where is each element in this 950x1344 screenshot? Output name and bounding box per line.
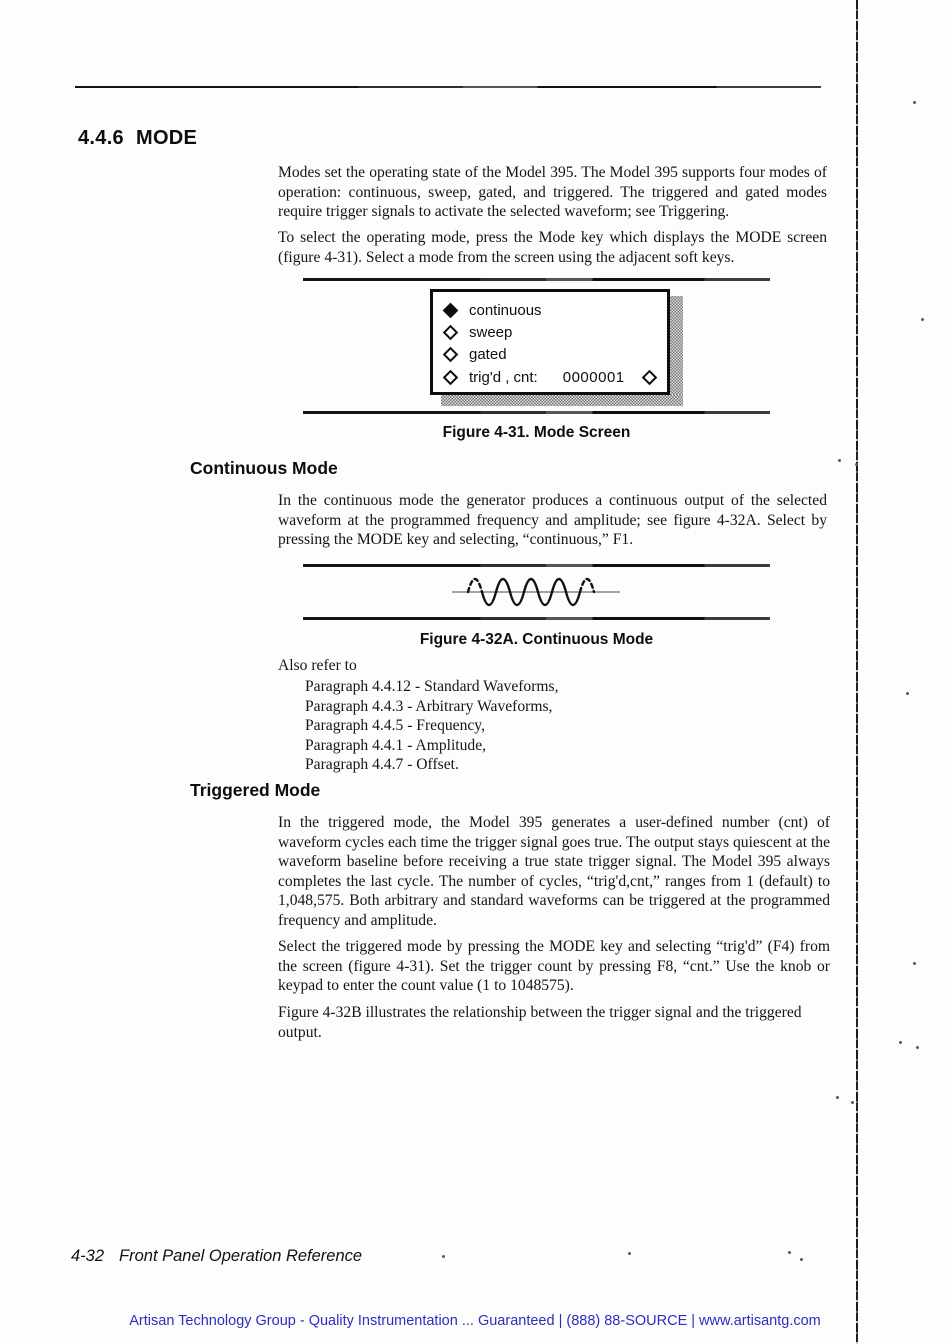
mode-option-sweep	[445, 321, 659, 343]
page-footer	[71, 1247, 362, 1266]
continuous-mode-heading: Continuous Mode	[190, 458, 338, 478]
scan-speck	[899, 1041, 902, 1044]
continuous-mode-paragraph: In the continuous mode the generator produces a continuous output of the selected waveform at the programmed frequency and amplitude; see figure 4-32A. Select by pressing the MODE key and selecting, “continuous,” F1.	[278, 492, 827, 549]
reference-item: Paragraph 4.4.7 - Offset.	[305, 756, 459, 774]
scan-speck	[906, 692, 909, 695]
mode-option-label: sweep	[469, 323, 513, 341]
mode-option-continuous	[445, 299, 659, 321]
mode-option-label: trig'd , cnt:	[469, 368, 538, 386]
triggered-mode-paragraph-2: Select the triggered mode by pressing the MODE key and selecting “trig'd” (F4) from the screen (figure 4-31). Set the trigger count by pressing F8, “cnt.” Use the knob or keypad to enter the count value (1 to 1048575).	[278, 938, 830, 995]
unselected-diamond-icon	[443, 325, 459, 341]
mode-option-trigd	[445, 366, 659, 388]
trigger-count-value: 0000001	[562, 368, 625, 386]
continuous-sine-waveform-graphic	[444, 572, 628, 612]
mode-screen-figure	[430, 289, 670, 395]
mode-screen-shadow-bottom	[441, 395, 683, 406]
reference-item: Paragraph 4.4.1 - Amplitude,	[305, 736, 487, 754]
section-heading	[78, 127, 197, 150]
section-title: MODE	[135, 127, 198, 149]
scan-speck	[913, 962, 916, 965]
scan-speck	[800, 1258, 803, 1261]
triggered-mode-heading: Triggered Mode	[190, 780, 321, 800]
mode-option-label: gated	[469, 346, 507, 364]
scan-speck	[855, 463, 858, 466]
scan-speck	[913, 101, 916, 104]
figure-4-31-caption: Figure 4-31. Mode Screen	[442, 424, 631, 441]
selected-diamond-icon	[443, 302, 459, 318]
figure-4-31-top-rule	[303, 278, 770, 281]
scan-speck	[916, 1046, 919, 1049]
footer-section-title: Front Panel Operation Reference	[119, 1247, 363, 1265]
unselected-diamond-icon	[443, 369, 459, 385]
scan-speck	[836, 1096, 839, 1099]
footer-page-number: 4-32	[71, 1247, 105, 1265]
header-rule	[75, 86, 821, 88]
unselected-diamond-icon	[443, 347, 459, 363]
reference-item: Paragraph 4.4.5 - Frequency,	[305, 717, 485, 735]
reference-item: Paragraph 4.4.3 - Arbitrary Waveforms,	[305, 697, 553, 715]
triggered-mode-paragraph-1: In the triggered mode, the Model 395 generates a user-defined number (cnt) of waveform cycles each time the trigger signal goes true. The output stays quiescent at the waveform baseline before receiving a true state trigger signal. The Model 395 always completes the last cycle. The number of cycles, “trig'd,cnt,” ranges from 1 (default) to 1,048,575. Both arbitrary and standard waveforms can be triggered at the programmed frequency and amplitude.	[278, 814, 830, 929]
scan-speck	[628, 1252, 631, 1255]
figure-4-32a-bottom-rule	[303, 617, 770, 620]
unselected-diamond-icon	[642, 369, 658, 385]
vendor-footer-line: Artisan Technology Group - Quality Instrumentation ... Guaranteed | (888) 88-SOURCE | www.artisantg.com	[129, 1313, 821, 1329]
scan-speck	[788, 1251, 791, 1254]
also-refer-intro: Also refer to	[278, 657, 357, 674]
also-refer-list	[305, 677, 559, 775]
triggered-mode-paragraph-3: Figure 4-32B illustrates the relationship between the trigger signal and the triggered output.	[278, 1004, 802, 1041]
mode-option-label: continuous	[469, 301, 542, 319]
figure-4-32a-caption: Figure 4-32A. Continuous Mode	[419, 631, 654, 648]
intro-paragraph-1: Modes set the operating state of the Model 395. The Model 395 supports four modes of operation: continuous, sweep, gated, and triggered. The triggered and gated modes require trigger signals to activate the selected waveform; see Triggering.	[278, 164, 827, 221]
reference-item: Paragraph 4.4.12 - Standard Waveforms,	[305, 678, 559, 695]
section-number: 4.4.6	[78, 127, 124, 149]
mode-option-gated	[445, 344, 659, 366]
scan-edge-line	[856, 0, 858, 1344]
figure-4-31-bottom-rule	[303, 411, 770, 414]
scan-speck	[921, 318, 924, 321]
mode-screen-shadow-right	[670, 296, 683, 403]
scan-speck	[838, 459, 841, 462]
scan-speck	[851, 1101, 854, 1104]
figure-4-32a-top-rule	[303, 564, 770, 567]
intro-paragraph-2: To select the operating mode, press the Mode key which displays the MODE screen (figure 4-31). Select a mode from the screen using the adjacent soft keys.	[278, 229, 827, 266]
scan-speck	[442, 1255, 445, 1258]
